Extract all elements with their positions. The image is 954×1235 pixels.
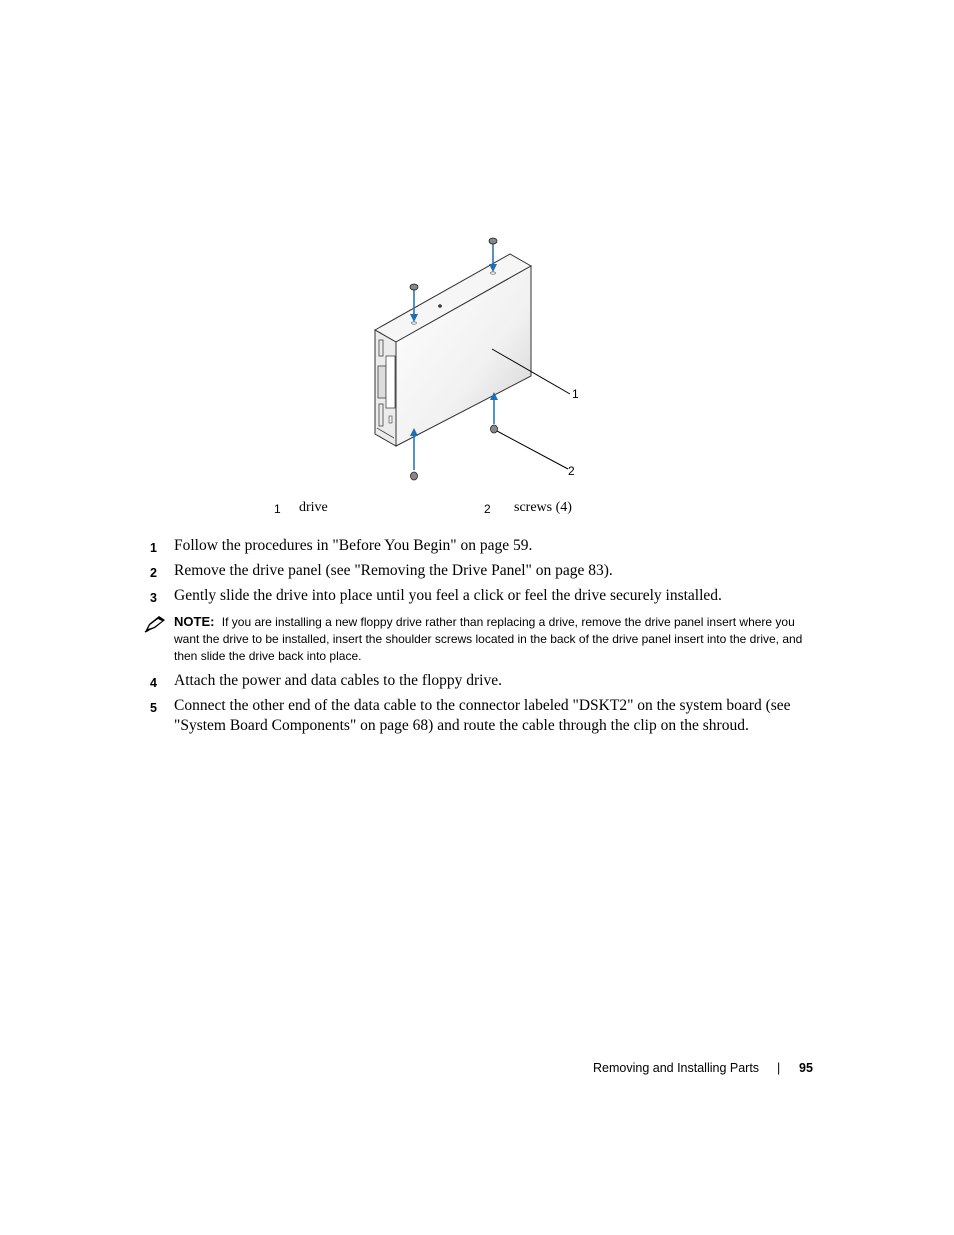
screw-bottom-left: [410, 428, 418, 480]
screw-bottom-right: [490, 392, 498, 433]
legend-num-1: 1: [274, 502, 281, 516]
step-text: Connect the other end of the data cable to the connector labeled "DSKT2" on the system board (see "System Board Components" on page 68) and route the cable through the clip on the shroud.: [174, 697, 791, 734]
footer-section-title: Removing and Installing Parts: [593, 1061, 760, 1075]
callout-1: 1: [572, 387, 579, 401]
step-number: 1: [150, 541, 157, 555]
step-text: Follow the procedures in "Before You Begin" on page 59.: [174, 537, 533, 554]
pencil-note-icon: [144, 615, 166, 633]
step-text: Gently slide the drive into place until you feel a click or feel the drive securely installed.: [174, 587, 722, 604]
step-number: 4: [150, 676, 157, 690]
step-number: 5: [150, 701, 157, 715]
legend-label-2: screws (4): [514, 500, 572, 515]
drive-drawing: [365, 228, 595, 488]
footer-separator: |: [777, 1061, 781, 1075]
note-text: If you are installing a new floppy drive rather than replacing a drive, remove the drive panel insert where you want the drive to be installed, insert the shoulder screws located in the back of the drive panel insert into the drive, and then slide the drive back into place.: [174, 615, 803, 663]
step-text: Remove the drive panel (see "Removing the Drive Panel" on page 83).: [174, 562, 613, 579]
callout-2: 2: [568, 464, 575, 478]
step-text: Attach the power and data cables to the floppy drive.: [174, 672, 502, 689]
step-number: 2: [150, 566, 157, 580]
floppy-drive-illustration: [365, 228, 595, 488]
step-number: 3: [150, 591, 157, 605]
legend-num-2: 2: [484, 502, 491, 516]
note-label: NOTE:: [174, 614, 215, 629]
page-number: 95: [799, 1061, 813, 1075]
legend-label-1: drive: [299, 500, 328, 515]
